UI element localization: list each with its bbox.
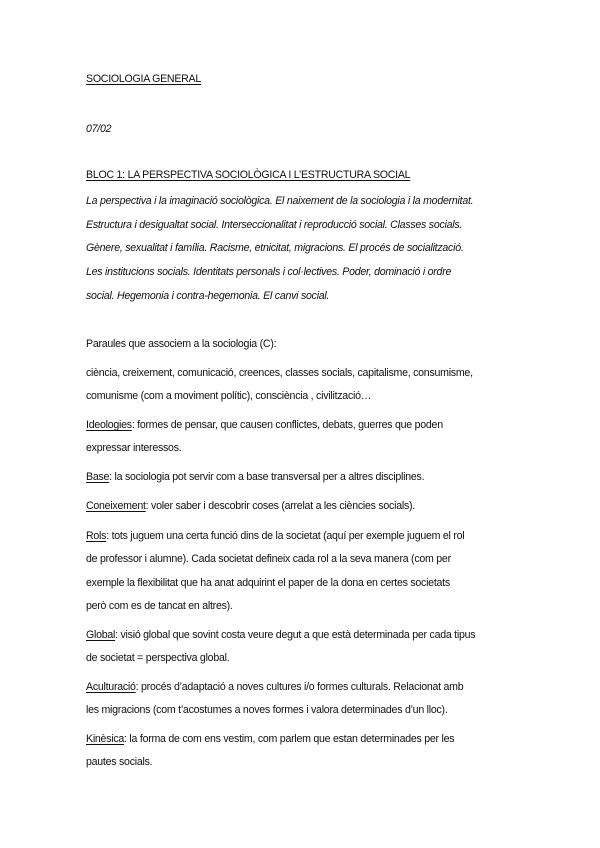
term-definition: : voler saber i descobrir coses (arrelat a les ciències socials). (145, 500, 415, 512)
intro-line: Gènere, sexualitat i família. Racisme, etnicitat, migracions. El procés de socialització. (86, 242, 464, 254)
term-label: Ideologies (86, 419, 132, 431)
term-global (86, 628, 475, 642)
term-label: Base (86, 471, 110, 483)
term-definition-continued: pautes socials. (86, 756, 153, 768)
term-label: Rols (86, 530, 107, 542)
intro-line: Estructura i desigualtat social. Interseccionalitat i reproducció social. Classes socials. (86, 219, 463, 231)
term-coneixement (86, 499, 415, 513)
paraules-line: comunisme (com a moviment polític), consciència , civilització… (86, 390, 372, 402)
term-definition: : formes de pensar, que causen conflictes, debats, guerres que poden (131, 419, 443, 431)
term-definition-continued: expressar interessos. (86, 442, 182, 454)
intro-line: La perspectiva i la imaginació sociològica. El naixement de la sociologia i la modernitat. (86, 195, 474, 207)
term-definition-continued: de professor i alumne). Cada societat defineix cada rol a la seva manera (com per (86, 553, 451, 565)
term-base (86, 470, 424, 484)
term-label: Coneixement (86, 500, 146, 512)
term-ideologies (86, 418, 443, 432)
bloc-heading: BLOC 1: LA PERSPECTIVA SOCIOLÒGICA I L’ESTRUCTURA SOCIAL (86, 169, 411, 181)
term-definition: : tots juguem una certa funció dins de la societat (aquí per exemple juguem el rol (106, 530, 465, 542)
paraules-line: ciència, creixement, comunicació, creences, classes socials, capitalisme, consumisme, (86, 367, 473, 379)
term-definition: : visió global que sovint costa veure degut a que està determinada per cada tipus (115, 629, 476, 641)
intro-line: Les institucions socials. Identitats personals i col·lectives. Poder, dominació i ordre (86, 266, 452, 278)
term-definition-continued: però com es de tancat en altres). (86, 600, 233, 612)
term-label: Kinèsica (86, 733, 125, 745)
term-definition-continued: de societat = perspectiva global. (86, 652, 230, 664)
term-definition-continued: les migracions (com t’acostumes a noves formes i valora determinades d’un lloc). (86, 704, 448, 716)
paraules-heading: Paraules que associem a la sociologia (C): (86, 338, 277, 350)
term-definition: : la sociologia pot servir com a base transversal per a altres disciplines. (109, 471, 425, 483)
term-aculturacio (86, 680, 463, 694)
term-rols (86, 529, 464, 543)
document-date: 07/02 (86, 123, 112, 135)
term-label: Global (86, 629, 116, 641)
term-kinesica (86, 732, 454, 746)
term-definition: : procés d’adaptació a noves cultures i/o formes culturals. Relacionat amb (135, 681, 464, 693)
term-definition: : la forma de com ens vestim, com parlem que estan determinades per les (124, 733, 455, 745)
term-definition-continued: exemple la flexibilitat que ha anat adquirint el paper de la dona en certes societats (86, 577, 450, 589)
term-label: Aculturació (86, 681, 136, 693)
document-title: SOCIOLOGIA GENERAL (86, 73, 202, 85)
intro-line: social. Hegemonia i contra-hegemonia. El canvi social. (86, 290, 330, 302)
